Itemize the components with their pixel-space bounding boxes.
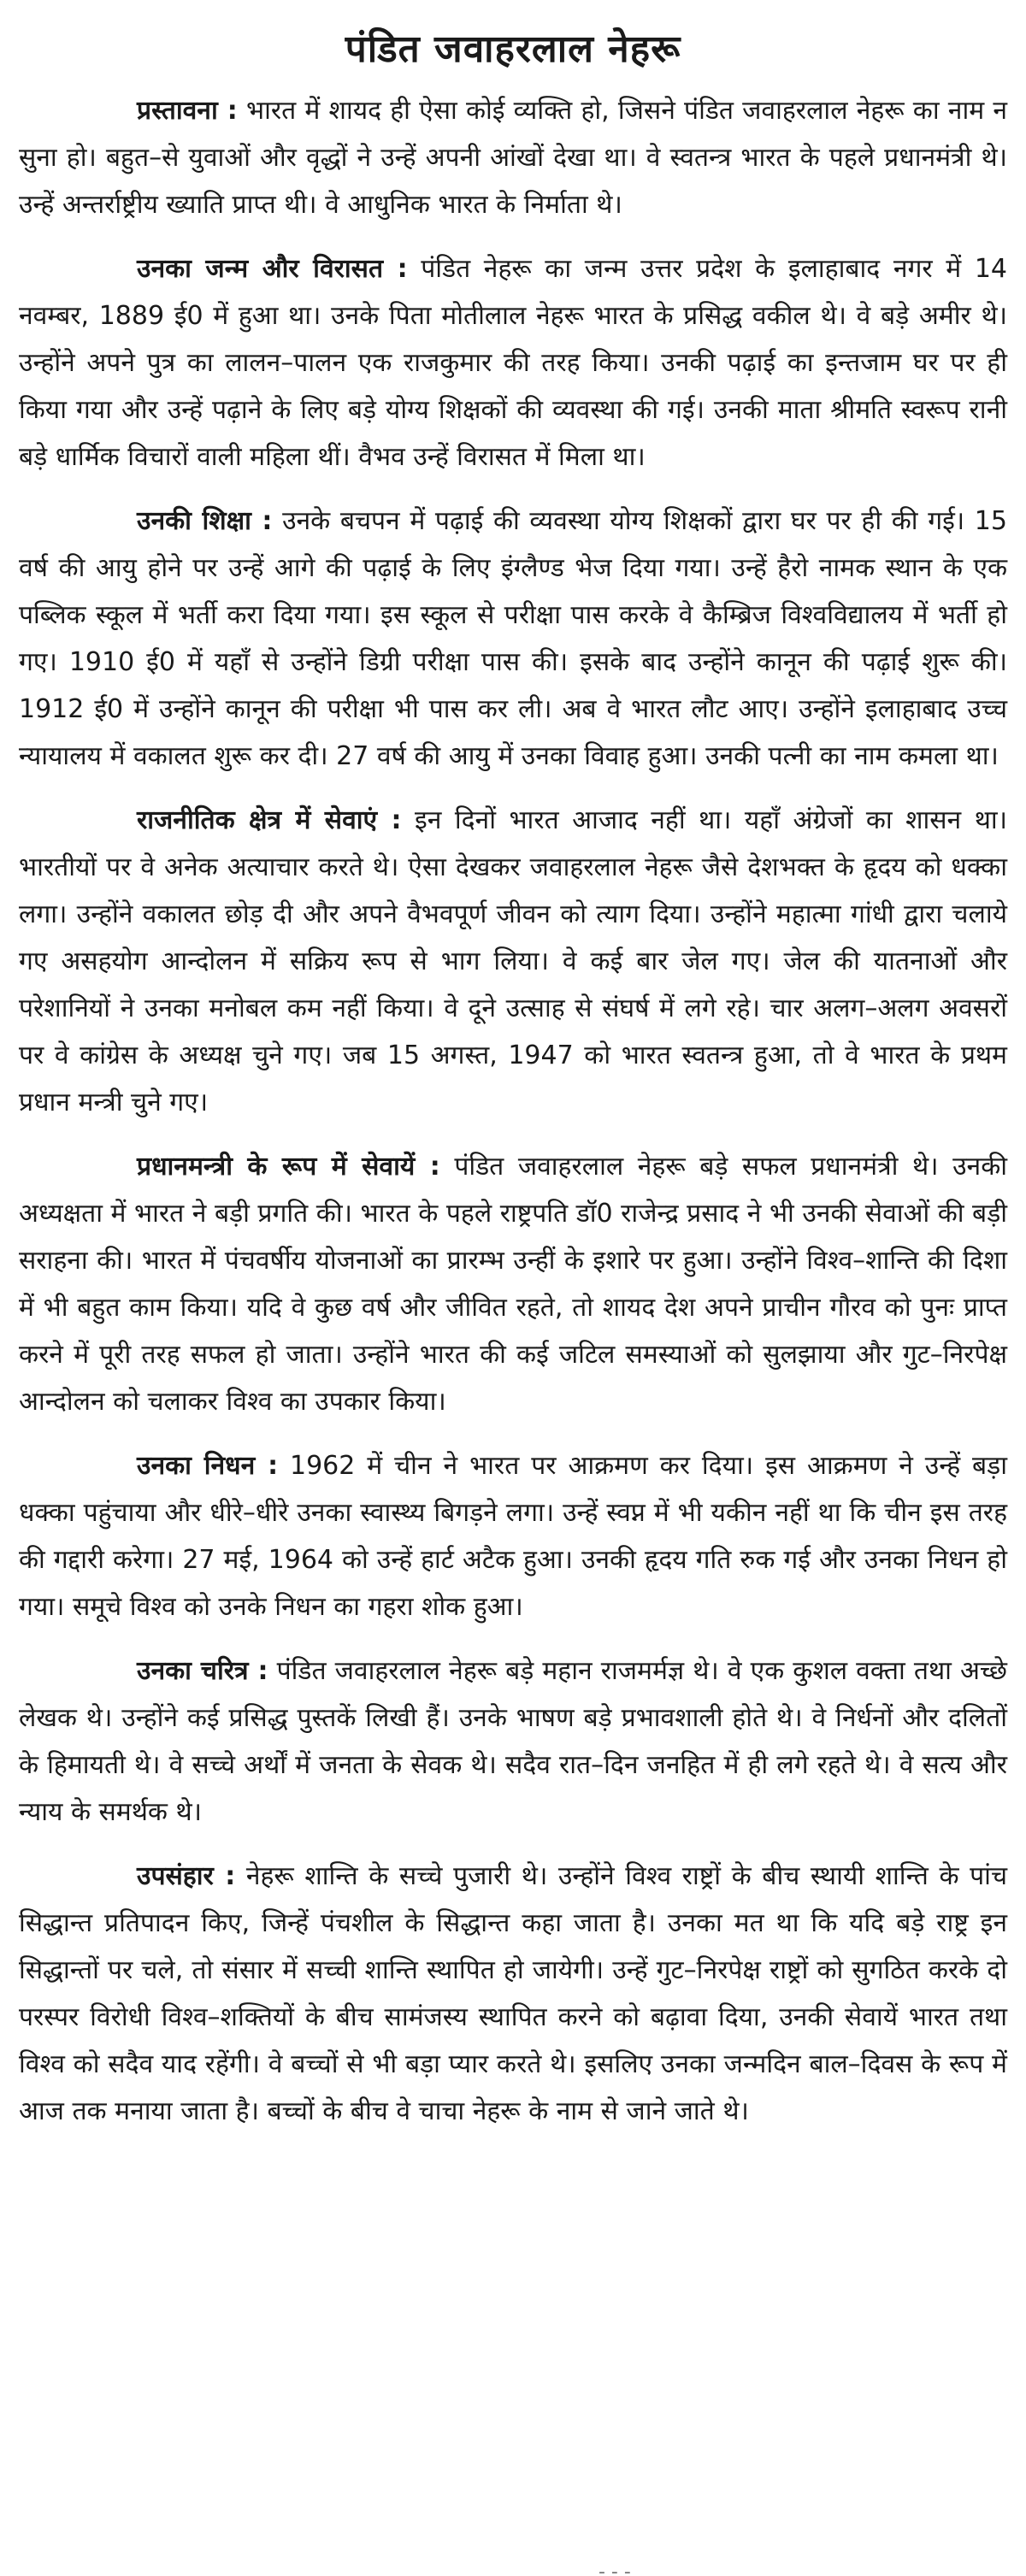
section-prime-minister bbox=[19, 1143, 1007, 1425]
section-birth-heritage bbox=[19, 245, 1007, 480]
section-heading: उनकी शिक्षा : bbox=[137, 506, 273, 536]
section-heading: प्रस्तावना : bbox=[137, 96, 238, 126]
section-introduction bbox=[19, 87, 1007, 228]
section-text: पंडित जवाहरलाल नेहरू बड़े महान राजमर्मज्ञ थे। वे एक कुशल वक्ता तथा अच्छे लेखक थे। उन्होंने कई प्रसिद्ध पुस्तकें लिखी हैं। उनके भाषण बड़े प्रभावशाली होते थे। वे निर्धनों और दलितों के हिमायती थे। वे सच्चे अर्थों में जनता के सेवक थे। सदैव रात–दिन जनहित में ही लगे रहते थे। वे सत्य और न्याय के समर्थक थे। bbox=[19, 1656, 1007, 1827]
section-heading: उनका निधन : bbox=[137, 1451, 279, 1481]
section-text: 1962 में चीन ने भारत पर आक्रमण कर दिया। इस आक्रमण ने उन्हें बड़ा धक्का पहुंचाया और धीरे–धीरे उनका स्वास्थ्य बिगड़ने लगा। उन्हें स्वप्न में भी यकीन नहीं था कि चीन इस तरह की गद्दारी करेगा। 27 मई, 1964 को उन्हें हार्ट अटैक हुआ। उनकी हृदय गति रुक गई और उनका निधन हो गया। समूचे विश्व को उनके निधन का गहरा शोक हुआ। bbox=[19, 1451, 1008, 1622]
section-heading: उनका चरित्र : bbox=[137, 1656, 268, 1686]
section-character bbox=[19, 1648, 1007, 1836]
section-heading: उनका जन्म और विरासत : bbox=[137, 254, 408, 284]
section-heading: उपसंहार : bbox=[137, 1861, 236, 1891]
footer-mark: - - - bbox=[598, 2561, 631, 2576]
section-text: नेहरू शान्ति के सच्चे पुजारी थे। उन्होंने विश्व राष्ट्रों के बीच स्थायी शान्ति के पांच सिद्धान्त प्रतिपादन किए, जिन्हें पंचशील के सिद्धान्त कहा जाता है। उनका मत था कि यदि बड़े राष्ट्र इन सिद्धान्तों पर चले, तो संसार में सच्ची शान्ति स्थापित हो जायेगी। उन्हें गुट–निरपेक्ष राष्ट्रों को सुगठित करके दो परस्पर विरोधी विश्व–शक्तियों के बीच सामंजस्य स्थापित करने को बढ़ावा दिया, उनकी सेवायें भारत तथा विश्व को सदैव याद रहेंगी। वे बच्चों से भी बड़ा प्यार करते थे। इसलिए उनका जन्मदिन बाल–दिवस के रूप में आज तक मनाया जाता है। बच्चों के बीच वे चाचा नेहरू के नाम से जाने जाते थे। bbox=[19, 1861, 1008, 2126]
section-death bbox=[19, 1442, 1007, 1630]
section-text: पंडित नेहरू का जन्म उत्तर प्रदेश के इलाहाबाद नगर में 14 नवम्बर, 1889 ई0 में हुआ था। उनके पिता मोतीलाल नेहरू भारत के प्रसिद्ध वकील थे। वे बड़े अमीर थे। उन्होंने अपने पुत्र का लालन–पालन एक राजकुमार की तरह किया। उनकी पढ़ाई का इन्तजाम घर पर ही किया गया और उन्हें पढ़ाने के लिए बड़े योग्य शिक्षकों की व्यवस्था की गई। उनकी माता श्रीमति स्वरूप रानी बड़े धार्मिक विचारों वाली महिला थीं। वैभव उन्हें विरासत में मिला था। bbox=[19, 254, 1007, 472]
section-text: भारत में शायद ही ऐसा कोई व्यक्ति हो, जिसने पंडित जवाहरलाल नेहरू का नाम न सुना हो। बहुत–से युवाओं और वृद्धों ने उन्हें अपनी आंखों देखा था। वे स्वतन्त्र भारत के पहले प्रधानमंत्री थे। उन्हें अन्तर्राष्ट्रीय ख्याति प्राप्त थी। वे आधुनिक भारत के निर्माता थे। bbox=[19, 96, 1007, 220]
section-conclusion bbox=[19, 1853, 1007, 2135]
page-title: पंडित जवाहरलाल नेहरू bbox=[345, 27, 681, 71]
section-text: पंडित जवाहरलाल नेहरू बड़े सफल प्रधानमंत्री थे। उनकी अध्यक्षता में भारत ने बड़ी प्रगति की। भारत के पहले राष्ट्रपति डॉ0 राजेन्द्र प्रसाद ने भी उनकी सेवाओं की बड़ी सराहना की। भारत में पंचवर्षीय योजनाओं का प्रारम्भ उन्हीं के इशारे पर हुआ। उन्होंने विश्व–शान्ति की दिशा में भी बहुत काम किया। यदि वे कुछ वर्ष और जीवित रहते, तो शायद देश अपने प्राचीन गौरव को पुनः प्राप्त करने में पूरी तरह सफल हो जाता। उन्होंने भारत की कई जटिल समस्याओं को सुलझाया और गुट–निरपेक्ष आन्दोलन को चलाकर विश्व का उपकार किया। bbox=[19, 1152, 1008, 1417]
section-text: उनके बचपन में पढ़ाई की व्यवस्था योग्य शिक्षकों द्वारा घर पर ही की गई। 15 वर्ष की आयु होने पर उन्हें आगे की पढ़ाई के लिए इंग्लैण्ड भेज दिया गया। उन्हें हैरो नामक स्थान के एक पब्लिक स्कूल में भर्ती करा दिया गया। इस स्कूल से परीक्षा पास करके वे कैम्ब्रिज विश्वविद्यालय में भर्ती हो गए। 1910 ई0 में यहाँ से उन्होंने डिग्री परीक्षा पास की। इसके बाद उन्होंने कानून की पढ़ाई शुरू की। 1912 ई0 में उन्होंने कानून की परीक्षा भी पास कर ली। अब वे भारत लौट आए। उन्होंने इलाहाबाद उच्च न्यायालय में वकालत शुरू कर दी। 27 वर्ष की आयु में उनका विवाह हुआ। उनकी पत्नी का नाम कमला था। bbox=[19, 506, 1007, 771]
section-text: इन दिनों भारत आजाद नहीं था। यहाँ अंग्रेजों का शासन था। भारतीयों पर वे अनेक अत्याचार करते थे। ऐसा देखकर जवाहरलाल नेहरू जैसे देशभक्त के हृदय को धक्का लगा। उन्होंने वकालत छोड़ दी और अपने वैभवपूर्ण जीवन को त्याग दिया। उन्होंने महात्मा गांधी द्वारा चलाये गए असहयोग आन्दोलन में सक्रिय रूप से भाग लिया। वे कई बार जेल गए। जेल की यातनाओं और परेशानियों ने उनका मनोबल कम नहीं किया। वे दूने उत्साह से संघर्ष में लगे रहे। चार अलग–अलग अवसरों पर वे कांग्रेस के अध्यक्ष चुने गए। जब 15 अगस्त, 1947 को भारत स्वतन्त्र हुआ, तो वे भारत के प्रथम प्रधान मन्त्री चुने गए। bbox=[19, 805, 1007, 1117]
section-heading: प्रधानमन्त्री के रूप में सेवायें : bbox=[137, 1152, 440, 1182]
section-political-service bbox=[19, 797, 1007, 1126]
section-education bbox=[19, 498, 1007, 780]
section-heading: राजनीतिक क्षेत्र में सेवाएं : bbox=[137, 805, 402, 835]
